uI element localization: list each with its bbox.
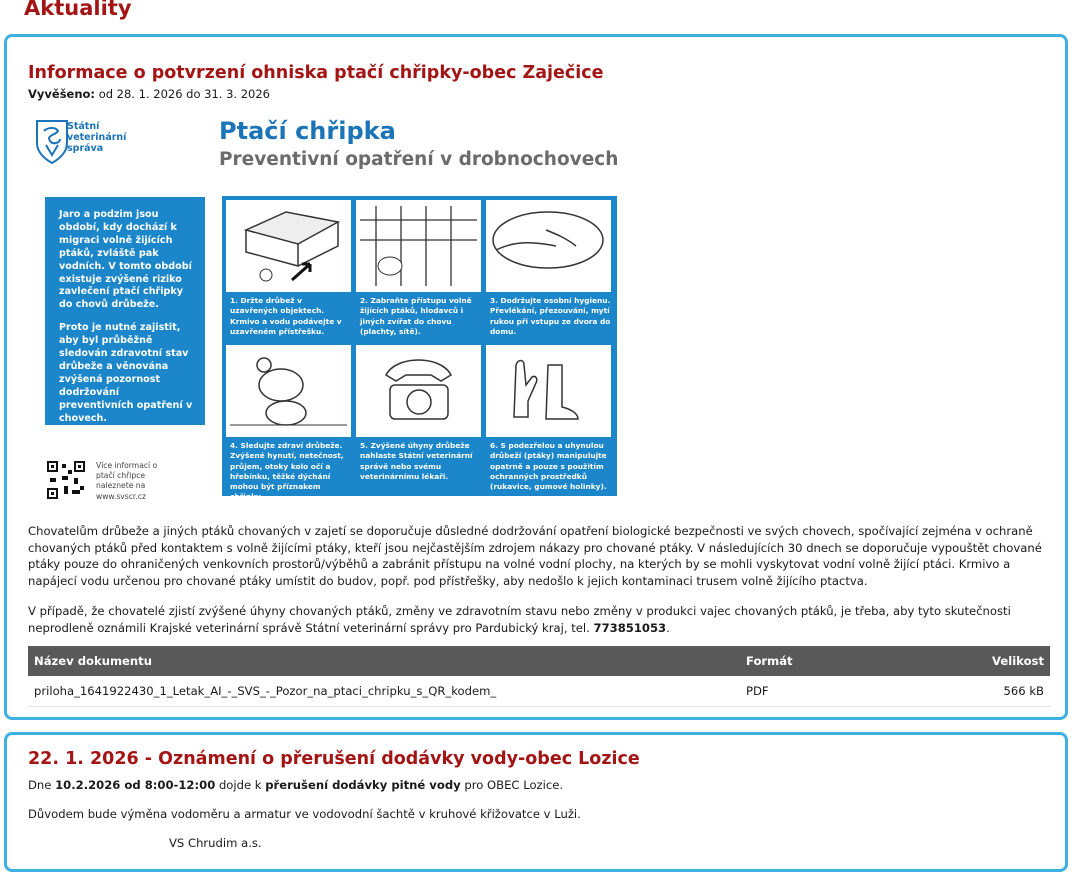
posted-value: od 28. 1. 2026 do 31. 3. 2026 bbox=[98, 87, 271, 101]
qr-code-icon bbox=[46, 460, 86, 500]
document-format: PDF bbox=[740, 676, 888, 707]
article-line-1: Dne 10.2.2026 od 8:00-12:00 dojde k přerušení dodávky pitné vody pro OBEC Lozice. bbox=[28, 778, 564, 792]
poster-info-box: Jaro a podzim jsou období, kdy dochází k migraci volně žijících ptáků, zvláště pak vodních. V tomto období existuje zvýšené riziko zavlečení ptačí chřipky do chovů drůbeže. Proto je nutné zajistit, aby byl průběžně sledován zdravotní stav drůbeže a věnována zvýšená pozornost dodržování preventivních opatření v chovech. bbox=[45, 197, 205, 425]
phone-number: 773851053 bbox=[593, 620, 667, 635]
posted-label: Vyvěšeno: bbox=[28, 87, 96, 101]
poster-tile-1 bbox=[222, 196, 347, 341]
article-line-2: Důvodem bude výměna vodoměru a armatur ve vodovodní šachtě v kruhové křižovatce v Luži. bbox=[28, 807, 581, 821]
column-header-size: Velikost bbox=[888, 646, 1050, 676]
telephone-illustration-icon bbox=[356, 345, 481, 437]
poster-subtitle: Preventivní opatření v drobnochovech bbox=[219, 149, 619, 170]
poster-tile-2 bbox=[352, 196, 477, 341]
documents-table bbox=[28, 646, 1050, 707]
column-header-format: Formát bbox=[740, 646, 888, 676]
gloves-boots-illustration-icon bbox=[486, 345, 611, 437]
bird-flu-poster[interactable] bbox=[23, 111, 627, 503]
article-card-bird-flu bbox=[4, 34, 1068, 720]
document-link[interactable]: priloha_1641922430_1_Letak_AI_-_SVS_-_Pozor_na_ptaci_chripku_s_QR_kodem_ bbox=[28, 676, 740, 707]
chickens-illustration-icon bbox=[226, 345, 351, 437]
coop-illustration-icon bbox=[226, 200, 351, 292]
handwashing-illustration-icon bbox=[486, 200, 611, 292]
tile-caption: 4. Sledujte zdraví drůbeže. Zvýšené hynutí, netečnost, průjem, otoky kolo očí a hřebínku, těžké dýchání mohou být příznakem chřipky. bbox=[230, 441, 344, 502]
table-header-row bbox=[28, 646, 1050, 676]
article-signature: VS Chrudim a.s. bbox=[169, 836, 262, 850]
article-card-water bbox=[4, 732, 1068, 872]
document-size: 566 kB bbox=[888, 676, 1050, 707]
article-paragraph-1: Chovatelům drůbeže a jiných ptáků chovaných v zajetí se doporučuje důsledné dodržování opatření biologické bezpečnosti ve svých chovech, spočívající zejména v ochraně chovaných ptáků před kontaktem s volně žijícími ptáky, kteří jsou nejčastějším zdrojem nákazy pro chované ptáky. V následujících 30 dnech se doporučuje vypouštět chované ptáky pouze do ohraničených venkovních prostorů/výběhů a zabránit přístupu na volné vodní plochy, na kterých by se mohli vyskytovat vodní volně žijící ptáci. Krmivo a napájecí vodu určenou pro chované ptáky umístit do budov, popř. pod přístřešky, aby nedošlo k jejich kontaminaci trusem volně žijícího ptactva. bbox=[28, 524, 1042, 588]
poster-title: Ptačí chřipka bbox=[219, 117, 396, 145]
poster-tile-5 bbox=[352, 341, 477, 486]
article-title[interactable]: 22. 1. 2026 - Oznámení o přerušení dodávky vody-obec Lozice bbox=[28, 749, 640, 769]
page-heading: Aktuality bbox=[24, 0, 132, 20]
tile-caption: 3. Dodržujte osobní hygienu. Převlékání, přezouvání, mytí rukou při vstupu ze dvora do domu. bbox=[490, 296, 611, 336]
fence-illustration-icon bbox=[356, 200, 481, 292]
column-header-name: Název dokumentu bbox=[28, 646, 740, 676]
article-title[interactable]: Informace o potvrzení ohniska ptačí chřipky-obec Zaječice bbox=[28, 63, 604, 83]
tile-caption: 6. S podezřelou a uhynulou drůbeží (ptáky) manipulujte opatrně a pouze s použitím ochranných prostředků (rukavice, gumové holinky). bbox=[490, 441, 607, 492]
tile-caption: 5. Zvýšené úhyny drůbeže nahlaste Státní veterinární správě nebo svému veterinárnímu lékaři. bbox=[360, 441, 473, 481]
posted-dates bbox=[28, 87, 270, 101]
poster-tile-4 bbox=[222, 341, 347, 502]
table-row[interactable] bbox=[28, 676, 1050, 707]
poster-tiles-grid bbox=[222, 196, 617, 502]
article-paragraph-2: V případě, že chovatelé zjistí zvýšené úhyny chovaných ptáků, změny ve zdravotním stavu nebo změny v produkci vajec chovaných ptáků, je třeba, aby tyto skutečnosti neprodleně oznámili Krajské veterinární správě Státní veterinární správy pro Pardubický kraj, tel. 773851053. bbox=[28, 604, 1011, 635]
poster-tile-6 bbox=[482, 341, 607, 492]
logo-text: Státní veterinární správa bbox=[67, 121, 127, 154]
poster-tile-3 bbox=[482, 196, 611, 341]
tile-caption: 2. Zabraňte přístupu volně žijících ptáků, hlodavců i jiných zvířat do chovu (plachty, sítě). bbox=[360, 296, 472, 336]
qr-caption: Více informací o ptačí chřipce naleznete na www.svscr.cz bbox=[96, 461, 158, 501]
tile-caption: 1. Držte drůbež v uzavřených objektech. Krmivo a vodu podávejte v uzavřeném přístřešku. bbox=[230, 296, 342, 336]
